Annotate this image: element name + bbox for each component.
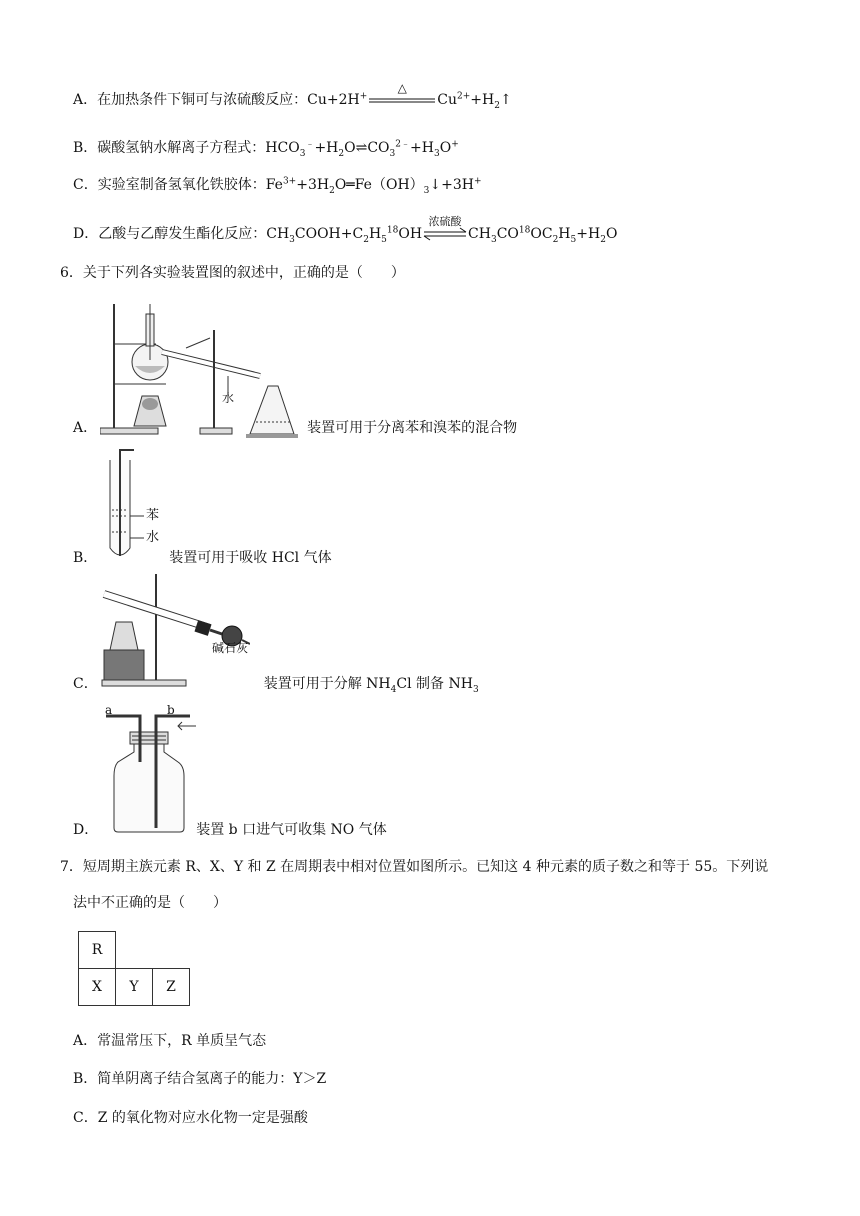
q7-option-c: C．Z 的氧化物对应水化物一定是强酸 [73, 1110, 308, 1126]
cell-r: R [78, 931, 116, 969]
q6-option-b: B． 装置可用于吸收 HCl 气体 [73, 550, 332, 566]
q5-option-c: C．实验室制备氢氧化铁胶体：$Fe^{3+}+3H_2O═Fe(OH)_3↓+3H^+$ [73, 176, 482, 196]
q6-stem: 6．关于下列各实验装置图的叙述中，正确的是（ ） [60, 265, 405, 281]
q7-stem-line1: 7．短周期主族元素 R、X、Y 和 Z 在周期表中相对位置如图所示。已知这 4 种元素的质子数之和等于 55。下列说 [60, 859, 769, 875]
cell-x: X [78, 968, 116, 1006]
q6-option-c: C． 装置可用于分解 $NH_4Cl$ 制备 $NH_3$ [73, 676, 479, 695]
q6-option-d: D． 装置 b 口进气可收集 NO 气体 [73, 822, 387, 838]
q7-option-a: A．常温常压下，R 单质呈气态 [73, 1033, 267, 1049]
decomposition-apparatus-figure [100, 570, 250, 690]
q6-option-a: A． 装置可用于分离苯和溴苯的混合物 [73, 420, 518, 436]
heating-condition-arrow: △ [397, 81, 407, 95]
cell-y: Y [115, 968, 153, 1006]
reversible-arrow: 浓硫酸 [422, 224, 468, 244]
q7-stem-line2: 法中不正确的是（ ） [73, 895, 227, 911]
cell-z: Z [152, 968, 190, 1006]
port-b-label: b [167, 703, 175, 717]
water-label: 水 [222, 391, 235, 405]
q5-option-b: B．碳酸氢钠水解离子方程式：$HCO_3^﹣+H_2O\rightleftharpoons CO_3^{2﹣}+H_3O^+$ [73, 139, 459, 159]
benzene-label: 苯 [146, 508, 160, 523]
q5-option-d: D．乙酸与乙醇发生酯化反应：$CH_3COOH+C_2H_5^{18}OH$ 浓硫酸 $CH_3CO^{18}OC_2H_5+H_2O$ [73, 215, 618, 245]
water-label-b: 水 [146, 530, 160, 545]
gas-bottle-figure [100, 702, 200, 834]
soda-lime-label: 碱石灰 [212, 641, 249, 655]
q5-option-a: A．在加热条件下铜可与浓硫酸反应：Cu+2H+ △ $Cu^{2+}+H_2↑$ [73, 81, 512, 111]
option-text: 在加热条件下铜可与浓硫酸反应： [97, 92, 308, 108]
q7-option-b: B．简单阴离子结合氢离子的能力：Y＞Z [73, 1071, 327, 1087]
option-label: A． [73, 92, 98, 108]
port-a-label: a [105, 703, 113, 717]
